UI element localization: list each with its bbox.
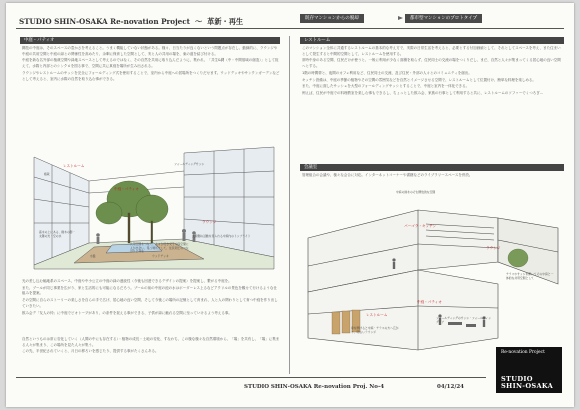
logo-line-2: SHIN-OSAKA bbox=[501, 382, 554, 390]
restroom-text bbox=[302, 46, 564, 98]
section-heading-lounge: 会議室 bbox=[304, 165, 318, 170]
arrow-right-icon bbox=[398, 16, 403, 20]
label-patio: 中庭・パティオ bbox=[114, 187, 139, 191]
patio-text bbox=[22, 46, 280, 83]
paragraph: 1階の時間帯と、夜間のカフェ利用など、住民同士の交流、及び住民・外部の人々とのコミュニティを創出。 bbox=[302, 70, 472, 75]
label-patio-2: 中庭・パティオ bbox=[417, 300, 442, 304]
label-folding-sash: フォールディングサッシ bbox=[174, 162, 205, 166]
project-subtitle: 革新・再生 bbox=[207, 17, 244, 26]
caption-sky: 高木の上にある、樹木の影・太陽の光・空の水 bbox=[39, 230, 76, 238]
section-bar-patio bbox=[20, 37, 280, 44]
paragraph: ラウンジやレストルームのサッシを完全にフォールディング式を使用することで、室内から中庭への居場所をつくりだせます。ウッドデッキやサンクンガーデンなどとして考えると、室内に水際の自然を取り込む事ができる。 bbox=[22, 70, 280, 81]
label-restroom-2: レストルーム bbox=[366, 313, 388, 317]
paragraph: このマンション全体に共通するレストルームの基本的な考え方で、実際の日常生活を考えると、必要とする付加価値として、それとしてスペースを考え、また住まいとして発生すると中間的空間として、レストルームを使用する。 bbox=[302, 46, 561, 56]
project-title: STUDIO SHIN-OSAKA Re-novation Project bbox=[19, 17, 190, 26]
logo-top-text: Re-novation Project bbox=[501, 350, 545, 355]
page-title bbox=[19, 17, 243, 27]
lounge-note-right: テラスやサッシを開いてその中庭と一体的な共用空間として bbox=[506, 272, 554, 280]
header-rule bbox=[16, 28, 564, 29]
footer-rule bbox=[16, 377, 486, 378]
paragraph: 飲み会デ「友人の仲」に中庭でビオトープがあり、の条件を捉える事ができる、子供が緑に触れる空間に至っていけるよう考える事。 bbox=[22, 310, 232, 315]
label-plants: 植栽 bbox=[44, 172, 50, 176]
label-lounge-2: ラウンジ bbox=[486, 246, 501, 250]
paragraph: 中庭を新な名外部の植栽空間や緑地スペースとして考えるのではなく、その自然を共用に取り込んだように、集われ、「共生&潤（中・中間領域の創造）」として捉えて、水際と内部とのシンクロを図る事で、空間に共に真庭を場所が生み出される。 bbox=[22, 58, 279, 69]
column-divider bbox=[289, 36, 290, 374]
caption-community: 共用空間をつなぐ、人々が行き交う中庭空間に人が出会い、集う場所として、住民同士のつながりと共生 bbox=[130, 242, 189, 254]
label-deck: ウッドデッキ bbox=[152, 254, 169, 258]
label-pergola: パーゴラ・キッチン bbox=[404, 224, 437, 228]
section-heading-patio: 中庭・パティオ bbox=[24, 38, 55, 43]
logo-wordmark bbox=[501, 376, 553, 390]
concept-tag-from: 既存マンションからの脱却 bbox=[300, 14, 364, 23]
label-lounge: ラウンジ bbox=[202, 220, 217, 224]
footer-project: STUDIO SHIN-OSAKA Re-novation Proj. No-4 bbox=[244, 384, 385, 390]
title-tilde: ～ bbox=[194, 17, 203, 26]
paragraph: 光の差し込む幅地系のスペース、中庭や中小公立の中庭の緑の連続性（今後も回遊できるデザインの提案）を提案し、繋がる中庭を。 bbox=[22, 279, 232, 283]
lounge-top-note: 中庭の緑をのぞむ開放的な空間 bbox=[396, 190, 436, 194]
paragraph: その空間に自らのストーリーの楽しさを自らの手で広げ、居心地の良い空間、そして今後この場所の記憶として育まれ、人と人の関わりとして育つ中庭を作り出していきたい。 bbox=[22, 298, 278, 308]
label-restroom: レストルーム bbox=[63, 164, 85, 168]
paragraph: キッチン設備は、中庭の季節の植物やその空間の雰囲気などを自然とイメージさせる空間で、レストルームとして位置付け、簡単な料理を楽しめる。 bbox=[302, 77, 536, 82]
paragraph: また、ブールが同じ事業を広がり、家と生活的にも可能になるだろう。ブールの前の中庭の池の水はボーダーレス上るなどアクリルの景色を観せて行けるような仕組みを提案。 bbox=[22, 285, 277, 296]
concept-tag-to: 都市型マンションのプロトタイプ bbox=[405, 14, 482, 23]
paragraph: この先、半世紀されていくと、月日の移ろいを感じたり、提供する事がたくさんある。 bbox=[22, 349, 159, 354]
paragraph: 管理組合の会議や、様々な会合に対応。インターネットコーナーや書籍などのライブラリースペースを併設。 bbox=[302, 173, 473, 177]
footer-date: 04/12/24 bbox=[437, 384, 464, 390]
lounge-section-drawing bbox=[298, 188, 564, 350]
lounge-note-left: 扉を開けると中庭・テラスの方へ広がり、明るいラウンジ bbox=[351, 326, 399, 334]
studio-logo bbox=[496, 347, 562, 393]
label-water: 水盤 bbox=[90, 254, 96, 258]
section-bar-restroom bbox=[300, 37, 564, 44]
patio-text-2 bbox=[22, 279, 280, 317]
presentation-sheet bbox=[6, 3, 574, 407]
paragraph: 自然というものは常に変化していく（人間の中にも存在する）・植物の成長・土地の変化、すなわち、この様な様々な自然環境から、「場」を共有し、「場」に集まる人々が集まり、この場所を見た人々が集う。 bbox=[22, 337, 280, 347]
section-bar-lounge bbox=[300, 164, 564, 171]
logo-line-1: STUDIO bbox=[501, 375, 533, 383]
paragraph: 常時中身のある空間、住民だけが使うと、一般に利用が少なく面積を取らず、住民同士の交流の場をつくりだし、まだ、自然と人々が集まってくる居心地の良い空間へとする。 bbox=[302, 58, 561, 69]
paragraph: 例えば、住民が中庭での料理教室を楽しむ事もできるし、ちょっとした飲み会、家族の行事として利用すると共に、レストルームのソファーでくつろぎ… bbox=[302, 90, 544, 95]
lounge-text bbox=[302, 173, 564, 180]
section-heading-restroom: レストルーム bbox=[304, 38, 331, 43]
patio-text-3 bbox=[22, 337, 280, 356]
label-folding-door: フォールディングのサッシ・フォールディングドア bbox=[436, 316, 491, 324]
paragraph: 闘技の中庭は、そのスペースの豊かさを考えること。うまく機能していない状態がある。様々、日当たりが良くないという問題点が存在し、動線的に、ラウンジや中庭の共用空間と中庭の緑との関係性を高めたり、余剰に保育した空間として、実と人の共用の場を、東の道を結び付ける。 bbox=[22, 46, 278, 56]
paragraph: また、中庭に面したサッシュを大型のフォールディングサッシとすることで、中庭と室内を一体化できる。 bbox=[302, 84, 470, 89]
caption-toplight: 人間側の活動を見られる中庭内のトップライト bbox=[192, 234, 251, 238]
